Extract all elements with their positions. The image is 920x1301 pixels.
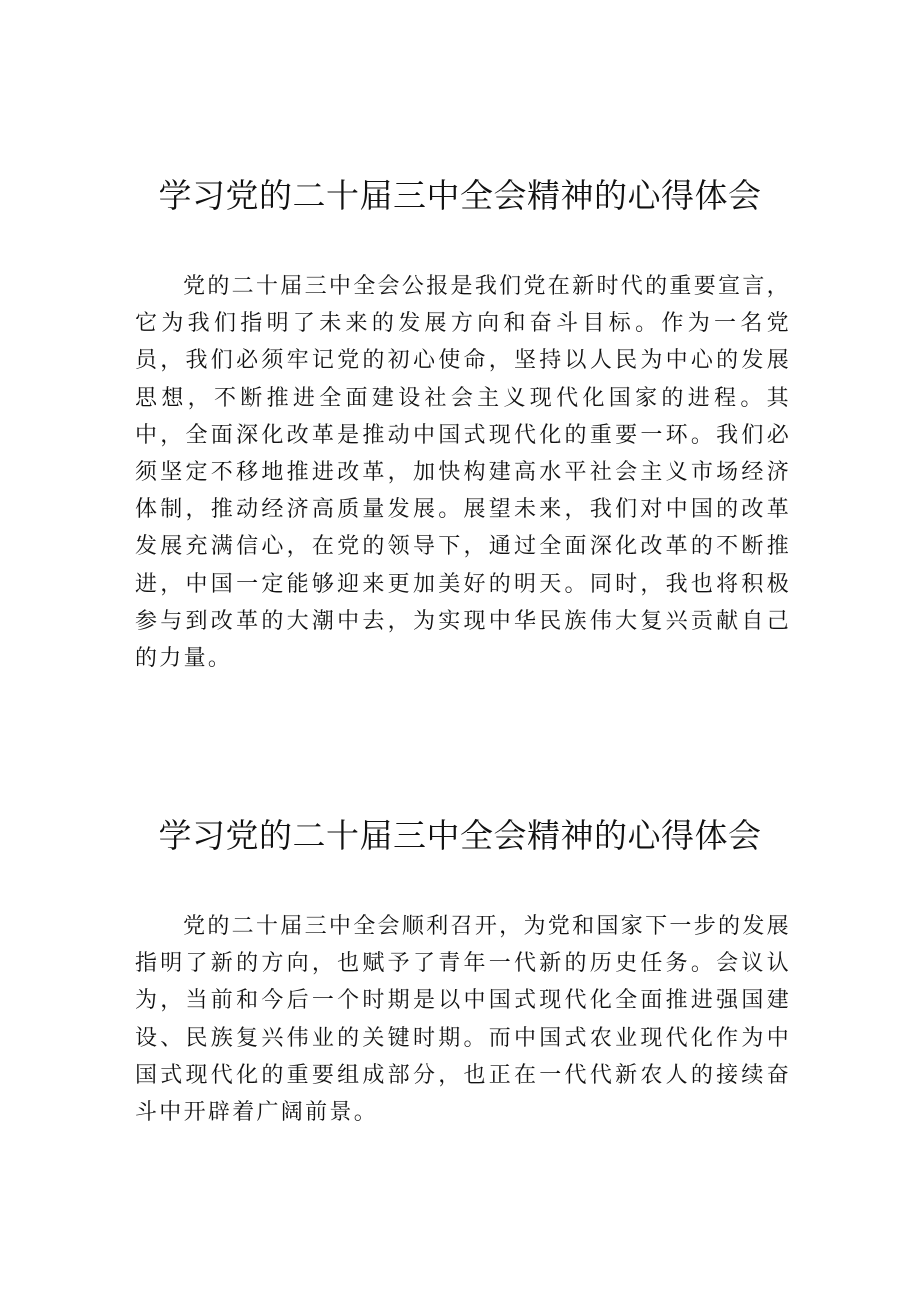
essay-section-1 <box>0 172 920 672</box>
section-paragraph: 党的二十届三中全会顺利召开，为党和国家下一步的发展指明了新的方向，也赋予了青年一代新的历史任务。会议认为，当前和今后一个时期是以中国式现代化全面推进强国建设、民族复兴伟业的关键时期。而中国式农业现代化作为中国式现代化的重要组成部分，也正在一代代新农人的接续奋斗中开辟着广阔前景。 <box>135 914 791 1126</box>
section-title: 学习党的二十届三中全会精神的心得体会 <box>158 816 762 855</box>
section-paragraph: 党的二十届三中全会公报是我们党在新时代的重要宣言，它为我们指明了未来的发展方向和奋斗目标。作为一名党员，我们必须牢记党的初心使命，坚持以人民为中心的发展思想，不断推进全面建设社会主义现代化国家的进程。其中，全面深化改革是推动中国式现代化的重要一环。我们必须坚定不移地推进改革，加快构建高水平社会主义市场经济体制，推动经济高质量发展。展望未来，我们对中国的改革发展充满信心，在党的领导下，通过全面深化改革的不断推进，中国一定能够迎来更加美好的明天。同时，我也将积极参与到改革的大潮中去，为实现中华民族伟大复兴贡献自己的力量。 <box>135 274 791 672</box>
essay-section-2 <box>0 812 920 1126</box>
section-title: 学习党的二十届三中全会精神的心得体会 <box>158 176 762 215</box>
